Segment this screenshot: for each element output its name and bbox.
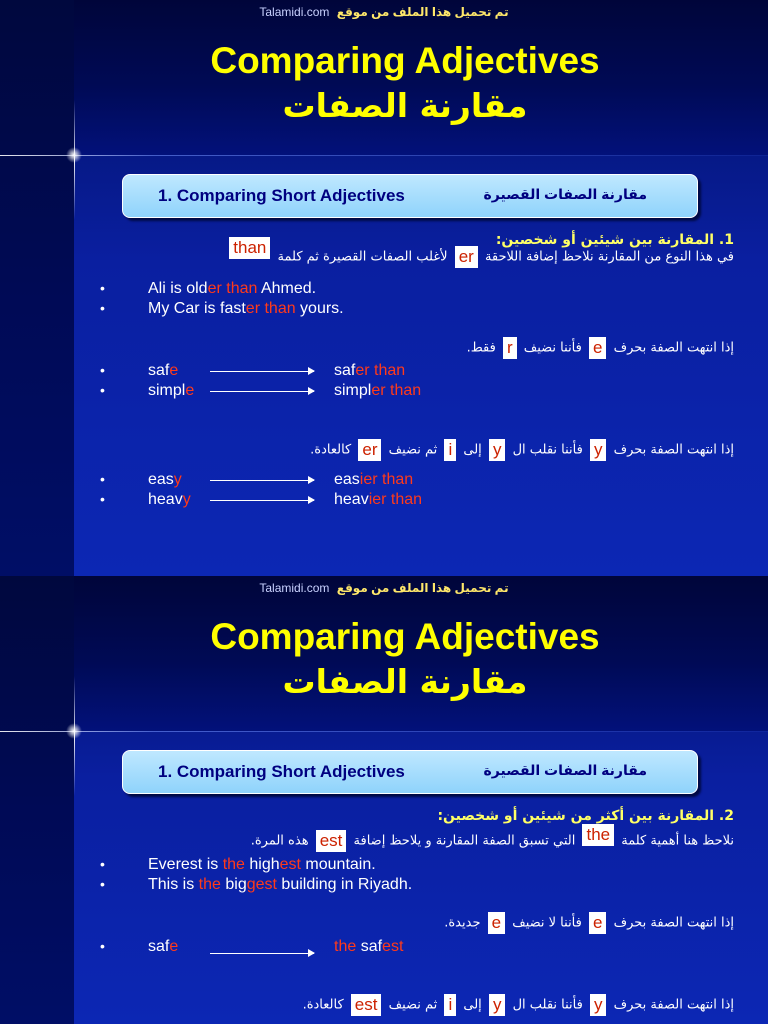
example-suffix: gest (246, 876, 277, 893)
example-text: Everest is (148, 856, 223, 873)
bullet: • (100, 362, 105, 378)
watermark (0, 5, 768, 19)
example-text: saf (148, 362, 170, 379)
example-suffix: er than (245, 300, 296, 317)
light-line (0, 155, 768, 156)
arrow-icon (210, 500, 314, 501)
section-title-arabic: مقارنة الصفات القصيرة (483, 762, 647, 778)
sparkle-icon (66, 723, 82, 739)
example-text: yours. (295, 300, 344, 317)
rule-y (310, 439, 734, 461)
rule-text: فأننا لا نضيف (512, 915, 582, 931)
example-suffix: e (169, 938, 179, 955)
rule-e (444, 912, 734, 934)
example-text: high (244, 856, 280, 873)
rule-text: نلاحظ هنا أهمية كلمة (621, 833, 734, 849)
example-text: Ali is old (148, 280, 208, 297)
page-title: Comparing Adjectives (210, 616, 600, 657)
section-title: 1. Comparing Short Adjectives (158, 186, 405, 205)
example-text: saf (356, 938, 383, 955)
arrow-icon (210, 480, 314, 481)
example-text: My Car is fast (148, 300, 246, 317)
watermark-site: Talamidi.com (259, 5, 330, 19)
example-text: building in Riyadh. (276, 876, 413, 893)
suffix-tag: er (455, 246, 478, 268)
bullet: • (100, 938, 105, 954)
example-text: mountain. (300, 856, 376, 873)
example-article: the (198, 876, 221, 893)
bullet: • (100, 280, 105, 296)
letter-tag: e (589, 337, 606, 359)
example-result (334, 471, 413, 489)
example-suffix: er than (355, 362, 406, 379)
example-suffix: er than (371, 382, 422, 399)
example-text: eas (148, 471, 174, 488)
example-text: heav (334, 491, 369, 508)
arrow-icon (210, 953, 314, 954)
rule-text: لأغلب الصفات القصيرة ثم كلمة (277, 249, 448, 265)
example-suffix: est (279, 856, 301, 873)
rule-text: إذا انتهت الصفة بحرف (613, 997, 734, 1013)
letter-tag: i (444, 439, 456, 461)
rule-text: في هذا النوع من المقارنة نلاحظ إضافة اللاحقة (484, 249, 734, 265)
light-line (0, 731, 768, 732)
rule-heading: 2. المقارنة بين أكثر من شيئين أو شخصين: (437, 808, 734, 824)
bullet: • (100, 382, 105, 398)
example-text: simpl (148, 382, 186, 399)
page-title-arabic: مقارنة الصفات (282, 662, 528, 701)
slide-2 (0, 576, 768, 1024)
example-text: saf (334, 362, 356, 379)
rule-e (467, 337, 734, 359)
bullet: • (100, 856, 105, 872)
section-title-arabic: مقارنة الصفات القصيرة (483, 186, 647, 202)
example-text: saf (148, 938, 170, 955)
rule-text: ثم نضيف (388, 997, 438, 1013)
example-result (334, 362, 405, 380)
letter-tag: e (589, 912, 606, 934)
section-header (122, 174, 698, 218)
letter-tag: i (444, 994, 456, 1016)
example-suffix: e (169, 362, 179, 379)
letter-tag: y (590, 439, 607, 461)
example-text: heav (148, 491, 183, 508)
rule-text: فأننا نقلب ال (512, 442, 583, 458)
example-suffix: est (382, 938, 404, 955)
rule-y (303, 994, 734, 1016)
rule-text: التي تسبق الصفة المقارنة و يلاحظ إضافة (353, 833, 576, 849)
example-result (334, 382, 421, 400)
page-title: Comparing Adjectives (210, 40, 600, 81)
example-text: simpl (334, 382, 372, 399)
letter-tag: r (503, 337, 517, 359)
example-text: This is (148, 876, 199, 893)
section-header (122, 750, 698, 794)
example-suffix: y (173, 471, 182, 488)
suffix-tag: est (351, 994, 382, 1016)
example-text: Ahmed. (257, 280, 317, 297)
example-result (334, 491, 422, 509)
rule-text: إذا انتهت الصفة بحرف (613, 442, 734, 458)
example-article: the (222, 856, 245, 873)
example-suffix: y (182, 491, 191, 508)
arrow-icon (210, 391, 314, 392)
sparkle-icon (66, 147, 82, 163)
rule-text: فقط. (466, 340, 496, 356)
watermark-site: Talamidi.com (259, 581, 330, 595)
than-tag: than (229, 237, 270, 259)
example-suffix: ier than (359, 471, 414, 488)
letter-tag: y (590, 994, 607, 1016)
rule-heading: 1. المقارنة بين شيئين أو شخصين: (495, 232, 734, 248)
example-text: big (220, 876, 247, 893)
rule-intro (250, 825, 734, 852)
watermark (0, 581, 768, 595)
suffix-tag: est (316, 830, 347, 852)
rule-text: ثم نضيف (388, 442, 438, 458)
rule-text: إلى (463, 997, 482, 1013)
rule-text: هذه المرة. (250, 833, 309, 849)
letter-tag: y (489, 439, 506, 461)
rule-text: فأننا نضيف (523, 340, 582, 356)
letter-tag: y (489, 994, 506, 1016)
rule-text: إذا انتهت الصفة بحرف (613, 340, 734, 356)
example-suffix: e (185, 382, 195, 399)
section-title: 1. Comparing Short Adjectives (158, 762, 405, 781)
watermark-text: تم تحميل هذا الملف من موقع (336, 5, 509, 19)
example-result (334, 938, 403, 956)
watermark-text: تم تحميل هذا الملف من موقع (336, 581, 509, 595)
example-suffix: ier than (368, 491, 423, 508)
rule-text: كالعادة. (310, 442, 352, 458)
arrow-icon (210, 371, 314, 372)
letter-tag: e (488, 912, 505, 934)
suffix-tag: er (358, 439, 381, 461)
bullet: • (100, 491, 105, 507)
bullet: • (100, 300, 105, 316)
page-title-arabic: مقارنة الصفات (282, 86, 528, 125)
example-article: the (334, 938, 357, 955)
example-text: eas (334, 471, 360, 488)
bullet: • (100, 876, 105, 892)
bullet: • (100, 471, 105, 487)
rule-text: جديدة. (444, 915, 481, 931)
rule-text: إذا انتهت الصفة بحرف (613, 915, 734, 931)
rule-text: كالعادة. (302, 997, 344, 1013)
the-tag: the (582, 824, 614, 846)
example-suffix: er than (207, 280, 258, 297)
rule-text: إلى (463, 442, 482, 458)
rule-text: فأننا نقلب ال (512, 997, 583, 1013)
